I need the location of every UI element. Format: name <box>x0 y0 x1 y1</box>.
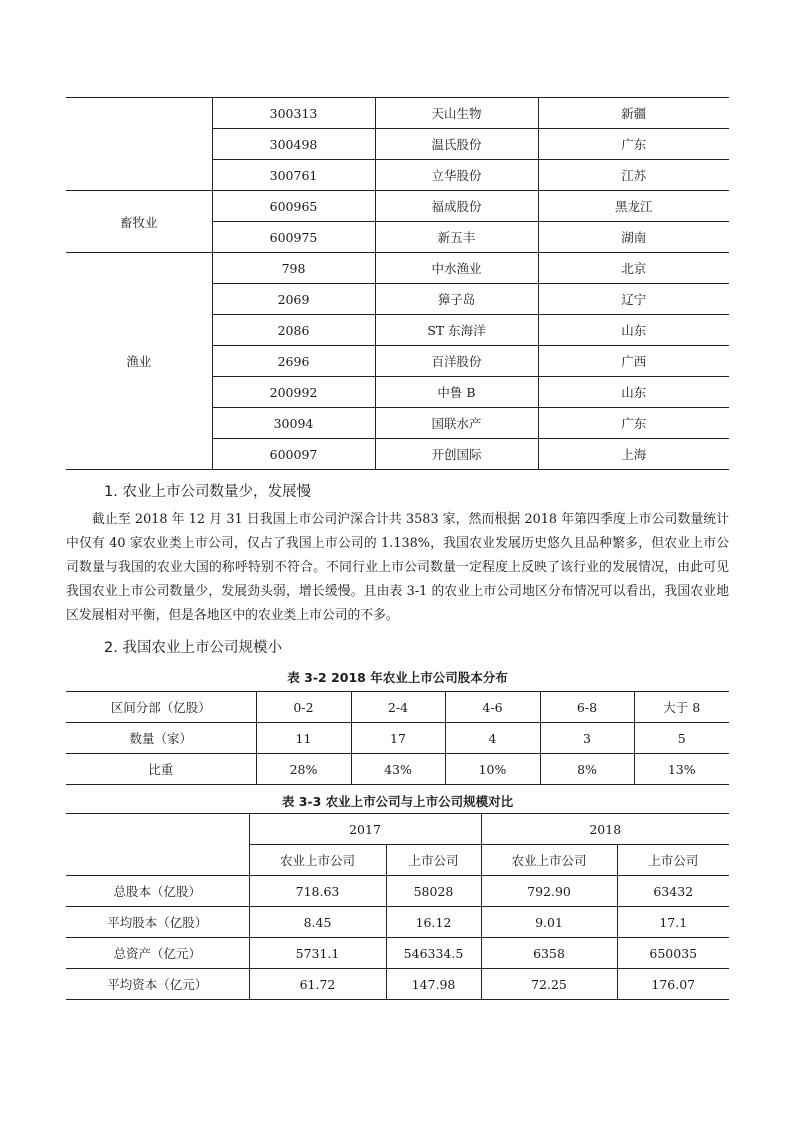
table-cell: 5731.1 <box>249 938 386 969</box>
table-header-row <box>66 814 729 845</box>
stock-code-cell: 600965 <box>212 191 375 222</box>
region-cell: 江苏 <box>538 160 729 191</box>
table-row <box>66 98 729 129</box>
section-heading-1: 1. 农业上市公司数量少，发展慢 <box>104 484 311 500</box>
company-name-cell: ST 东海洋 <box>375 315 538 346</box>
company-name-cell: 中鲁 B <box>375 377 538 408</box>
table-cell: 58028 <box>386 876 481 907</box>
table-cell: 5 <box>634 723 729 754</box>
company-name-cell: 天山生物 <box>375 98 538 129</box>
listed-companies-table <box>66 97 729 470</box>
table-row <box>66 253 729 284</box>
row-label-cell: 平均资本（亿元） <box>107 977 208 992</box>
company-name-cell: 中水渔业 <box>375 253 538 284</box>
table-cell: 16.12 <box>386 907 481 938</box>
table-cell: 61.72 <box>249 969 386 1000</box>
header-cell: 农业上市公司 <box>481 845 617 876</box>
industry-cell <box>66 98 212 191</box>
region-cell: 北京 <box>538 253 729 284</box>
table-cell: 17 <box>351 723 445 754</box>
region-cell: 广西 <box>538 346 729 377</box>
header-cell: 区间分部（亿股） <box>66 692 256 723</box>
table-cell: 13% <box>634 754 729 785</box>
table-cell: 718.63 <box>249 876 386 907</box>
row-label-cell: 平均股本（亿股） <box>66 907 249 938</box>
stock-code-cell: 2086 <box>212 315 375 346</box>
table-cell: 147.98 <box>386 969 481 1000</box>
body-paragraph: 截止至 2018 年 12 月 31 日我国上市公司沪深合计共 3583 家，然而根据 2018 年第四季度上市公司数量统计中仅有 40 家农业类上市公司，仅占了我国上市公司的 1.138%，我国农业发展历史悠久且品种繁多，但农业上市公司数量与我国的农业大国的称呼特别不符合。不同行业上市公司数量一定程度上反映了该行业的发展情况，由此可见我国农业上市公司数量少，发展劲头弱，增长缓慢。且由表 3-1 的农业上市公司地区分布情况可以看出，我国农业地区发展相对平衡，但是各地区中的农业类上市公司的不多。 <box>66 512 729 623</box>
table-row <box>66 969 729 1000</box>
stock-code-cell: 2069 <box>212 284 375 315</box>
year-header-cell: 2018 <box>481 814 729 845</box>
scale-comparison-table <box>66 813 729 1000</box>
region-cell: 山东 <box>538 315 729 346</box>
industry-cell: 渔业 <box>126 354 152 369</box>
table-row <box>66 723 729 754</box>
row-label-cell: 数量（家） <box>66 723 256 754</box>
company-name-cell: 立华股份 <box>375 160 538 191</box>
table-cell: 176.07 <box>617 969 729 1000</box>
company-name-cell: 獐子岛 <box>375 284 538 315</box>
header-cell: 4-6 <box>445 692 540 723</box>
table-cell: 546334.5 <box>386 938 481 969</box>
table-cell: 792.90 <box>481 876 617 907</box>
table-cell: 43% <box>351 754 445 785</box>
header-cell: 大于 8 <box>634 692 729 723</box>
stock-code-cell: 600975 <box>212 222 375 253</box>
year-header-cell: 2017 <box>249 814 481 845</box>
header-cell: 6-8 <box>540 692 634 723</box>
header-cell: 2-4 <box>351 692 445 723</box>
region-cell: 新疆 <box>538 98 729 129</box>
stock-code-cell: 600097 <box>212 439 375 470</box>
stock-code-cell: 300498 <box>212 129 375 160</box>
table-cell: 10% <box>445 754 540 785</box>
stock-code-cell: 300313 <box>212 98 375 129</box>
table-row <box>66 938 729 969</box>
stock-code-cell: 30094 <box>212 408 375 439</box>
region-cell: 广东 <box>538 129 729 160</box>
row-label-cell: 总股本（亿股） <box>66 876 249 907</box>
table-cell: 8.45 <box>249 907 386 938</box>
table-row <box>66 191 729 222</box>
table-cell: 28% <box>256 754 351 785</box>
stock-code-cell: 200992 <box>212 377 375 408</box>
table-cell: 11 <box>256 723 351 754</box>
table-caption: 表 3-2 2018 年农业上市公司股本分布 <box>287 670 508 685</box>
table-cell: 4 <box>445 723 540 754</box>
table-cell: 9.01 <box>481 907 617 938</box>
table-cell: 17.1 <box>617 907 729 938</box>
header-cell: 农业上市公司 <box>249 845 386 876</box>
industry-cell: 畜牧业 <box>66 191 212 253</box>
table-row <box>66 876 729 907</box>
region-cell: 黑龙江 <box>538 191 729 222</box>
table-cell: 3 <box>540 723 634 754</box>
header-cell: 上市公司 <box>617 845 729 876</box>
share-distribution-table <box>66 691 729 785</box>
table-cell: 72.25 <box>481 969 617 1000</box>
company-name-cell: 国联水产 <box>375 408 538 439</box>
table-row <box>66 754 729 785</box>
company-name-cell: 开创国际 <box>375 439 538 470</box>
stock-code-cell: 2696 <box>212 346 375 377</box>
company-name-cell: 福成股份 <box>375 191 538 222</box>
row-label-cell: 总资产（亿元） <box>66 938 249 969</box>
table-cell: 8% <box>540 754 634 785</box>
stock-code-cell: 300761 <box>212 160 375 191</box>
region-cell: 广东 <box>538 408 729 439</box>
stock-code-cell: 798 <box>212 253 375 284</box>
table-cell: 6358 <box>481 938 617 969</box>
header-cell: 上市公司 <box>386 845 481 876</box>
table-cell: 63432 <box>617 876 729 907</box>
region-cell: 山东 <box>538 377 729 408</box>
company-name-cell: 百洋股份 <box>375 346 538 377</box>
region-cell: 湖南 <box>538 222 729 253</box>
company-name-cell: 温氏股份 <box>375 129 538 160</box>
table-row <box>66 907 729 938</box>
header-cell: 0-2 <box>256 692 351 723</box>
region-cell: 辽宁 <box>538 284 729 315</box>
header-cell-empty <box>66 814 249 876</box>
table-header-row <box>66 692 729 723</box>
region-cell: 上海 <box>538 439 729 470</box>
row-label-cell: 比重 <box>148 762 174 777</box>
table-cell: 650035 <box>617 938 729 969</box>
company-name-cell: 新五丰 <box>375 222 538 253</box>
section-heading-2: 2. 我国农业上市公司规模小 <box>104 640 282 656</box>
table-caption: 表 3-3 农业上市公司与上市公司规模对比 <box>281 794 514 809</box>
